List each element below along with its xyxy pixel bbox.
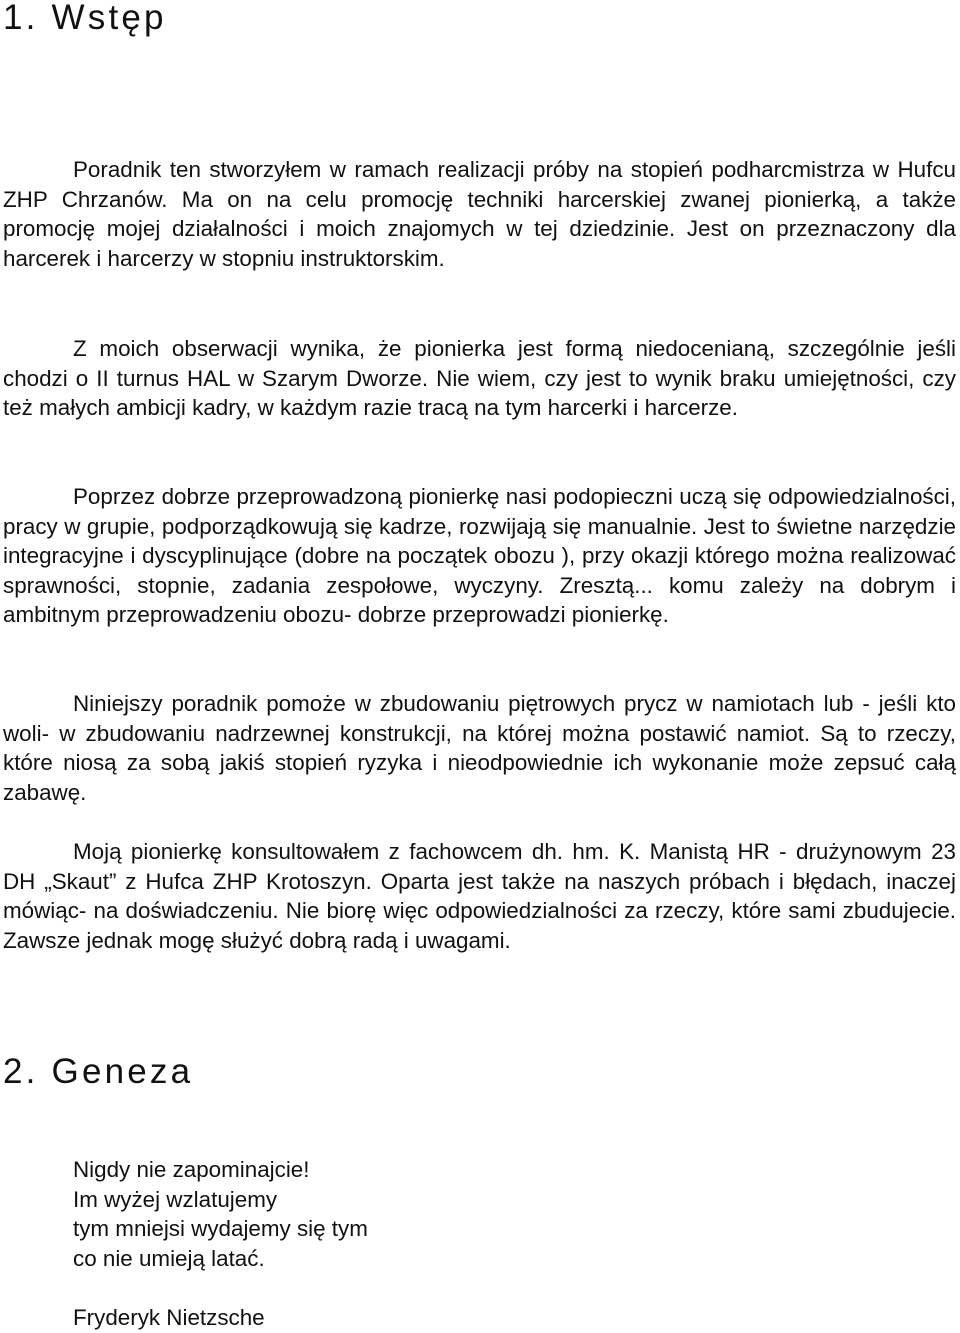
poem-line: tym mniejsi wydajemy się tym (73, 1216, 368, 1242)
paragraph: Poradnik ten stworzyłem w ramach realizacji próby na stopień podharcmistrza w Hufcu ZHP Chrzanów. Ma on na celu promocję techniki harcerskiej zwanej pionierką, a także promocję mojej działalności i moich znajomych w tej dziedzinie. Jest on przeznaczony dla harcerek i harcerzy w stopniu instruktorskim. (3, 157, 956, 271)
paragraph: Niniejszy poradnik pomoże w zbudowaniu piętrowych prycz w namiotach lub - jeśli kto woli- w zbudowaniu nadrzewnej konstrukcji, na której można postawić namiot. Są to rzeczy, które niosą za sobą jakiś stopień ryzyka i nieodpowiednie ich wykonanie może zepsuć całą zabawę. (3, 691, 956, 805)
epigraph-poem (73, 1155, 368, 1273)
section-heading-genesis: 2. Geneza (3, 1052, 194, 1091)
section-heading-introduction: 1. Wstęp (3, 0, 167, 37)
paragraph: Moją pionierkę konsultowałem z fachowcem dh. hm. K. Manistą HR - drużynowym 23 DH „Skaut” z Hufca ZHP Krotoszyn. Oparta jest także na naszych próbach i błędach, inaczej mówiąc- na doświadczeniu. Nie biorę więc odpowiedzialności za rzeczy, które sami zbudujecie. Zawsze jednak mogę służyć dobrą radą i uwagami. (3, 839, 956, 953)
epigraph-author: Fryderyk Nietzsche (73, 1305, 265, 1330)
poem-line: co nie umieją latać. (73, 1245, 265, 1271)
paragraph: Z moich obserwacji wynika, że pionierka jest formą niedocenianą, szczególnie jeśli chodzi o II turnus HAL w Szarym Dworze. Nie wiem, czy jest to wynik braku umiejętności, czy też małych ambicji kadry, w każdym razie tracą na tym harcerki i harcerze. (3, 336, 956, 421)
poem-line: Im wyżej wzlatujemy (73, 1186, 278, 1212)
paragraph: Poprzez dobrze przeprowadzoną pionierkę nasi podopieczni uczą się odpowiedzialności, pracy w grupie, podporządkowują się kadrze, rozwijają się manualnie. Jest to świetne narzędzie integracyjne i dyscyplinujące (dobre na początek obozu ), przy okazji którego można realizować sprawności, stopnie, zadania zespołowe, wyczyny. Zresztą... komu zależy na dobrym i ambitnym przeprowadzeniu obozu- dobrze przeprowadzi pionierkę. (3, 484, 956, 628)
poem-line: Nigdy nie zapominajcie! (73, 1157, 310, 1182)
